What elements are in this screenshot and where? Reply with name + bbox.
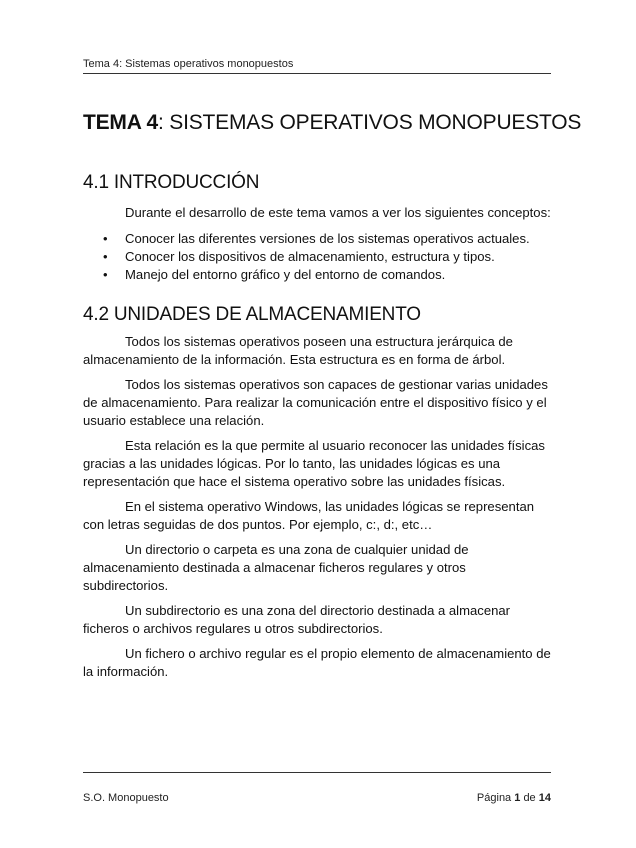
footer-rule: [83, 772, 551, 773]
paragraph: Un fichero o archivo regular es el propio elemento de almacenamiento de la información.: [83, 645, 551, 679]
title-rest: : SISTEMAS OPERATIVOS MONOPUESTOS: [158, 111, 582, 134]
section-heading-storage: 4.2 UNIDADES DE ALMACENAMIENTO: [83, 303, 421, 325]
intro-paragraph: Durante el desarrollo de este tema vamos a ver los siguientes conceptos:: [125, 204, 551, 220]
paragraph: En el sistema operativo Windows, las unidades lógicas se representan con letras seguidas de dos puntos. Por ejemplo, c:, d:, etc…: [83, 498, 535, 532]
paragraph: Esta relación es la que permite al usuario reconocer las unidades físicas gracias a las unidades lógicas. Por lo tanto, las unidades lógicas es una representación que hace el sistema operativo sobre las unidades físicas.: [83, 437, 545, 489]
title-bold: TEMA 4: [83, 111, 159, 134]
header-rule: [83, 73, 551, 74]
page-number: Página 1 de 14: [476, 792, 551, 804]
list-item: • Conocer los dispositivos de almacenamiento, estructura y tipos.: [103, 248, 495, 264]
list-item: • Manejo del entorno gráfico y del entorno de comandos.: [103, 266, 446, 282]
list-item: • Conocer las diferentes versiones de los sistemas operativos actuales.: [103, 230, 530, 246]
section-heading-intro: 4.1 INTRODUCCIÓN: [83, 172, 260, 193]
paragraph: Todos los sistemas operativos son capaces de gestionar varias unidades de almacenamiento. Para realizar la comunicación entre el dispositivo físico y el usuario establece una relación.: [83, 376, 548, 428]
footer-left: S.O. Monopuesto: [83, 792, 169, 804]
bullet-icon: •: [103, 266, 108, 282]
concept-list: [83, 230, 553, 284]
document-body: [83, 172, 553, 688]
paragraph: Un subdirectorio es una zona del directorio destinada a almacenar ficheros o archivos regulares u otros subdirectorios.: [83, 602, 511, 636]
running-header: Tema 4: Sistemas operativos monopuestos: [83, 58, 294, 70]
paragraph: Un directorio o carpeta es una zona de cualquier unidad de almacenamiento destinada a almacenar ficheros regulares y otros subdirectorios.: [83, 541, 469, 593]
bullet-icon: •: [103, 248, 108, 264]
bullet-icon: •: [103, 230, 108, 246]
paragraph: Todos los sistemas operativos poseen una estructura jerárquica de almacenamiento de la información. Esta estructura es en forma de árbol.: [83, 333, 513, 367]
document-title: [83, 111, 582, 135]
